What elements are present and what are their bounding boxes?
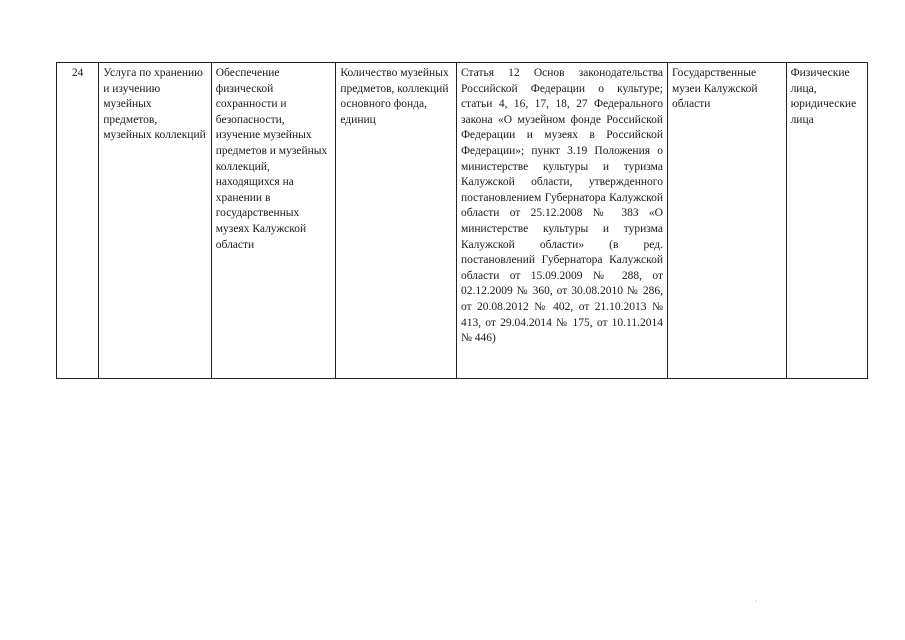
legal-basis-cell <box>456 63 667 379</box>
services-table <box>56 62 868 379</box>
providers-cell <box>667 63 786 379</box>
service-name-cell <box>99 63 212 379</box>
row-number-cell <box>57 63 99 379</box>
consumers-cell <box>786 63 867 379</box>
table-row <box>57 63 868 379</box>
providers: Государственные музеи Калужской области <box>671 67 758 111</box>
legal-basis: Статья 12 Основ законодательства Российской Федерации о культуре; статьи 4, 16, 17, 18, 27 Федерального закона «О музейном фонде Российской Федерации и музеях в Российской Федерации»; пункт 3.19 Положения о министерстве культуры и туризма Калужской области, утвержденного постановлением Губернатора Калужской области от 25.12.2008 № 383 «О министерстве культуры и туризма Калужской области» (в ред. постановлений Губернатора Калужской области от 15.09.2009 № 288, от 02.12.2009 № 360, от 30.08.2010 № 286, от 20.08.2012 № 402, от 21.10.2013 № 413, от 29.04.2014 № 175, от 10.11.2014 № 446) <box>460 67 663 345</box>
measurement-unit-cell <box>336 63 457 379</box>
service-content: Обеспечение физической сохранности и безопасности, изучение музейных предметов и музейных коллекций, находящихся на хранении в государственных музеях Калужской области <box>215 67 328 251</box>
measurement-unit: Количество музейных предметов, коллекций основного фонда, единиц <box>340 67 449 126</box>
consumers: Физические лица, юридические лица <box>790 67 857 126</box>
scan-speck: . <box>754 594 757 604</box>
row-number: 24 <box>71 67 84 79</box>
service-content-cell <box>211 63 336 379</box>
service-name: Услуга по хранению и изучению музейных предметов, музейных коллекций <box>103 67 206 142</box>
